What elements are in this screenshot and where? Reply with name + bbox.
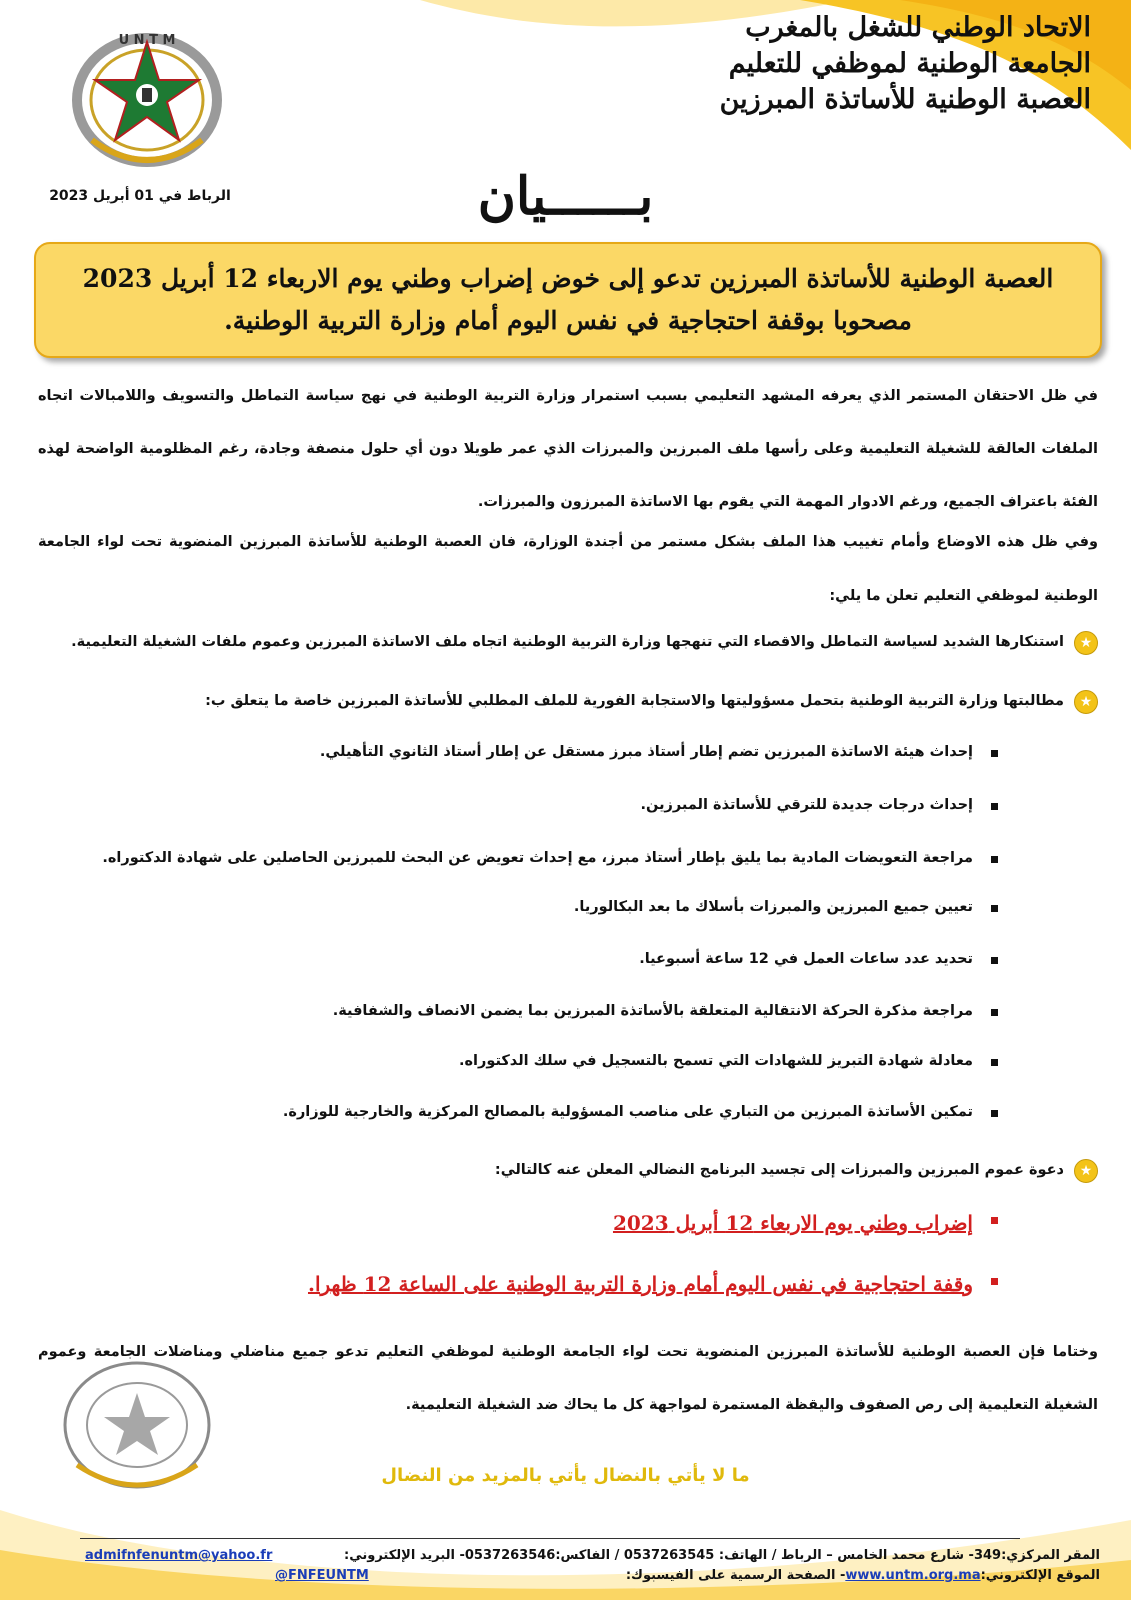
star-item bbox=[38, 1159, 1098, 1183]
demand-item bbox=[60, 1102, 998, 1122]
program-item bbox=[60, 1209, 998, 1237]
announcement-paragraph: وفي ظل هذه الاوضاع وأمام تغييب هذا الملف بشكل مستمر من أجندة الوزارة، فان العصبة الوطنية للأساتذة المبرزين المنضوية تحت لواء الجامعة الوطنية لموظفي التعليم تعلن ما يلي: bbox=[38, 534, 1098, 604]
website-link[interactable]: www.untm.org.ma bbox=[845, 1568, 981, 1583]
facebook-link[interactable]: @FNFEUNTM bbox=[275, 1568, 369, 1583]
demand-item bbox=[60, 1051, 998, 1071]
square-bullet-icon bbox=[991, 803, 998, 810]
program-text: وقفة احتجاجية في نفس اليوم أمام وزارة التربية الوطنية على الساعة 12 ظهرا. bbox=[307, 1272, 973, 1296]
star-icon: ★ bbox=[1074, 690, 1098, 714]
star-icon: ★ bbox=[1074, 1159, 1098, 1183]
intro-paragraph: في ظل الاحتقان المستمر الذي يعرفه المشهد التعليمي بسبب استمرار وزارة التربية الوطنية في نهج سياسة التماطل والتسويف واللامبالات اتجاه الملفات العالقة للشغيلة التعليمية وعلى رأسها ملف المبرزين والمبرزات الذي عمر طويلا دون أي حلول منصفة وجادة، رغم المظلومية الواضحة لهذه الفئة باعتراف الجميع، ورغم الادوار المهمة التي يقوم بها الاساتذة المبرزون والمبرزات. bbox=[38, 388, 1098, 510]
demand-text: إحداث درجات جديدة للترقي للأساتذة المبرزين. bbox=[640, 797, 973, 813]
email-link[interactable]: admifnfenuntm@yahoo.fr bbox=[85, 1548, 273, 1563]
demand-item bbox=[60, 897, 998, 917]
logo-letters: U N T M bbox=[118, 33, 176, 48]
closing-motto: ما لا يأتي بالنضال يأتي بالمزيد من النضال bbox=[381, 1465, 750, 1486]
site-label: الموقع الإلكتروني: bbox=[980, 1568, 1100, 1583]
demand-item bbox=[60, 795, 998, 815]
footer-divider bbox=[80, 1538, 1020, 1539]
closing-paragraph: وختاما فإن العصبة الوطنية للأساتذة المبرزين المنضوية تحت لواء الجامعة الوطنية لموظفي التعليم تدعو جميع مناضلي ومناضلات الجامعة وعموم الشغيلة التعليمية إلى رص الصفوف واليقظة المستمرة لمواجهة كل ما يحاك ضد الشغيلة التعليمية. bbox=[38, 1344, 1098, 1413]
program-item bbox=[60, 1270, 998, 1298]
square-bullet-icon bbox=[991, 1110, 998, 1117]
program-text: إضراب وطني يوم الاربعاء 12 أبريل 2023 bbox=[612, 1211, 973, 1235]
square-bullet-icon bbox=[991, 905, 998, 912]
headline-box bbox=[34, 242, 1102, 358]
headline-text: العصبة الوطنية للأساتذة المبرزين تدعو إلى خوض إضراب وطني يوم الاربعاء 12 أبريل 2023 مصحوبا بوقفة احتجاجية في نفس اليوم أمام وزارة التربية الوطنية. bbox=[82, 264, 1054, 335]
demand-text: إحداث هيئة الاساتذة المبرزين تضم إطار أستاذ مبرز مستقل عن إطار أستاذ الثانوي التأهيلي. bbox=[319, 744, 973, 760]
demand-item bbox=[60, 848, 998, 868]
demand-text: تحديد عدد ساعات العمل في 12 ساعة أسبوعيا. bbox=[639, 951, 973, 967]
square-bullet-icon bbox=[991, 1278, 998, 1285]
demand-item bbox=[60, 949, 998, 969]
demand-text: تعيين جميع المبرزين والمبرزات بأسلاك ما بعد البكالوريا. bbox=[573, 899, 973, 915]
demand-text: مراجعة مذكرة الحركة الانتقالية المتعلقة بالأساتذة المبرزين بما يضمن الانصاف والشفافية. bbox=[332, 1003, 973, 1019]
organization-header bbox=[471, 10, 1091, 118]
square-bullet-icon bbox=[991, 957, 998, 964]
star-icon: ★ bbox=[1074, 631, 1098, 655]
square-bullet-icon bbox=[991, 1009, 998, 1016]
org-line-3: العصبة الوطنية للأساتذة المبرزين bbox=[719, 84, 1091, 115]
square-bullet-icon bbox=[991, 1059, 998, 1066]
square-bullet-icon bbox=[991, 856, 998, 863]
star-item-text: استنكارها الشديد لسياسة التماطل والاقصاء التي تنهجها وزارة التربية الوطنية اتجاه ملف الاساتذة المبرزين وعموم ملفات الشغيلة التعليمية. bbox=[71, 634, 1064, 650]
demand-text: تمكين الأساتذة المبرزين من التباري على مناصب المسؤولية بالمصالح المركزية والخارجية للوزارة. bbox=[282, 1104, 973, 1120]
star-item bbox=[38, 631, 1098, 655]
demand-text: مراجعة التعويضات المادية بما يليق بإطار أستاذ مبرز، مع إحداث تعويض عن البحث للمبرزين الحاصلين على شهادة الدكتوراه. bbox=[102, 850, 973, 866]
footer-address: المقر المركزي:349- شارع محمد الخامس – الرباط / الهاتف: 0537263545 / الفاكس:0537263546- البريد الإلكتروني: bbox=[344, 1548, 1100, 1563]
square-bullet-icon bbox=[991, 750, 998, 757]
untm-logo bbox=[62, 20, 232, 170]
square-bullet-icon bbox=[991, 1217, 998, 1224]
issue-date: الرباط في 01 أبريل 2023 bbox=[49, 188, 231, 204]
facebook-label: - الصفحة الرسمية على الفيسبوك: bbox=[625, 1568, 846, 1583]
org-line-2: الجامعة الوطنية لموظفي للتعليم bbox=[728, 48, 1091, 79]
demand-item bbox=[60, 1001, 998, 1021]
footer-web bbox=[626, 1566, 1100, 1586]
demand-text: معادلة شهادة التبريز للشهادات التي تسمح بالتسجيل في سلك الدكتوراه. bbox=[458, 1053, 973, 1069]
star-item-text: دعوة عموم المبرزين والمبرزات إلى تجسيد البرنامج النضالي المعلن عنه كالتالي: bbox=[494, 1162, 1064, 1178]
demand-item bbox=[60, 742, 998, 762]
star-item-text: مطالبتها وزارة التربية الوطنية بتحمل مسؤوليتها والاستجابة الفورية للملف المطلبي للأساتذة المبرزين خاصة ما يتعلق ب: bbox=[205, 693, 1064, 709]
star-item bbox=[38, 690, 1098, 714]
org-line-1: الاتحاد الوطني للشغل بالمغرب bbox=[745, 12, 1091, 43]
statement-title: بــــــيان bbox=[477, 166, 654, 227]
